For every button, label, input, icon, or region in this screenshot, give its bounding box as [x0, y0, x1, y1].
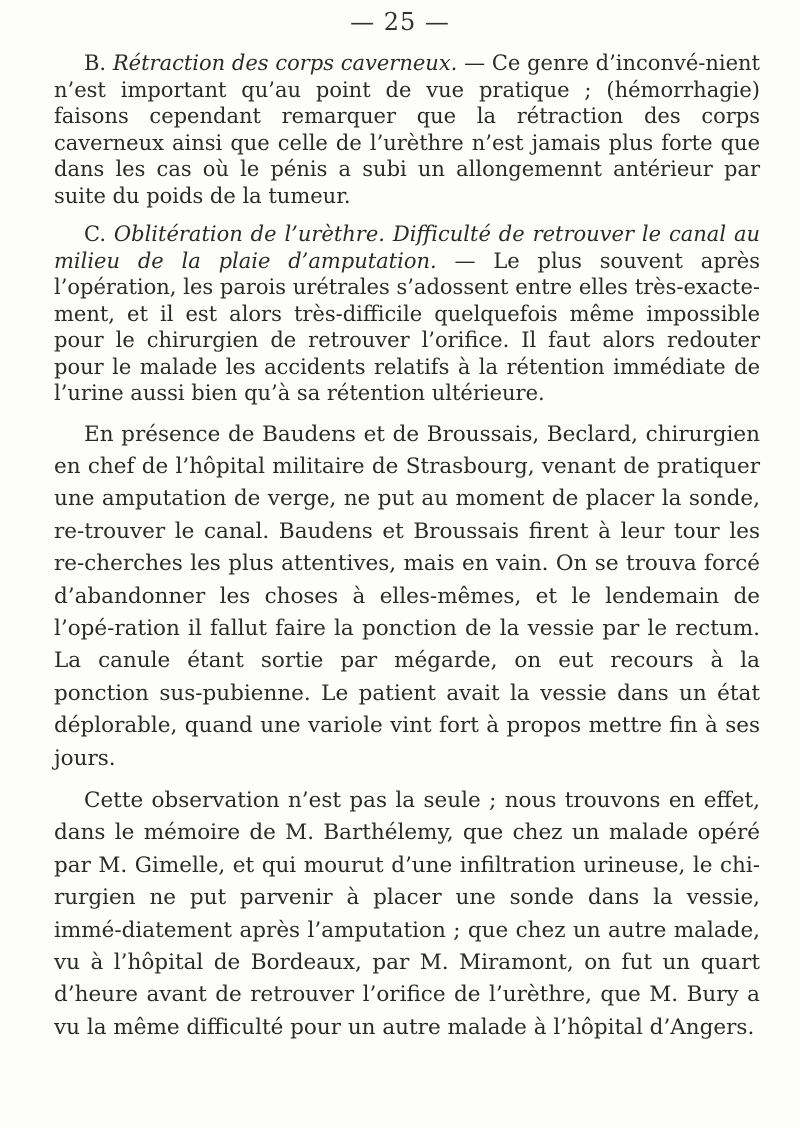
- section-b-heading: Rétraction des corps caverneux.: [112, 51, 458, 75]
- section-b: [54, 50, 760, 209]
- section-c-heading: Oblitération de l’urèthre. Difficulté de retrouver le canal au milieu de la plaie d’amputation.: [54, 222, 760, 273]
- section-c: [54, 221, 760, 407]
- section-b-label: B.: [84, 51, 107, 75]
- paragraph-barthelemy: Cette observation n’est pas la seule ; nous trouvons en effet, dans le mémoire de M. Barthélemy, que chez un malade opéré par M. Gimelle, et qui mourut d’une infiltration urineuse, le chi-rurgien ne put parvenir à placer une sonde dans la vessie, immé-diatement après l’amputation ; que chez un autre malade, vu à l’hôpital de Bordeaux, par M. Miramont, on fut un quart d’heure avant de retrouver l’orifice de l’urèthre, que M. Bury a vu la même difficulté pour un autre malade à l’hôpital d’Angers.: [54, 787, 760, 1040]
- page-number: — 25 —: [350, 8, 450, 36]
- page-body: [54, 50, 760, 1054]
- section-c-body: — Le plus souvent après l’opération, les parois urétrales s’adossent entre elles très-exacte-ment, et il est alors très-difficile quelquefois même impossible pour le chirurgien de retrouver l’orifice. Il faut alors redouter pour le malade les accidents relatifs à la rétention immédiate de l’urine aussi bien qu’à sa rétention ultérieure.: [54, 248, 760, 405]
- paragraph-baudens: En présence de Baudens et de Broussais, Beclard, chirurgien en chef de l’hôpital militaire de Strasbourg, venant de pratiquer une amputation de verge, ne put au moment de placer la sonde, re-trouver le canal. Baudens et Broussais firent à leur tour les re-cherches les plus attentives, mais en vain. On se trouva forcé d’abandonner les choses à elles-mêmes, et le lendemain de l’opé-ration il fallut faire la ponction de la vessie par le rectum. La canule étant sortie par mégarde, on eut recours à la ponction sus-pubienne. Le patient avait la vessie dans un état déplorable, quand une variole vint fort à propos mettre fin à ses jours.: [54, 421, 760, 771]
- section-b-body: — Ce genre d’inconvé-nient n’est important qu’au point de vue pratique ; (hémorrhagie) faisons cependant remarquer que la rétraction des corps caverneux ainsi que celle de l’urèthre n’est jamais plus forte que dans les cas où le pénis a subi un allongemennt antérieur par suite du poids de la tumeur.: [54, 51, 760, 208]
- section-c-label: C.: [84, 222, 106, 246]
